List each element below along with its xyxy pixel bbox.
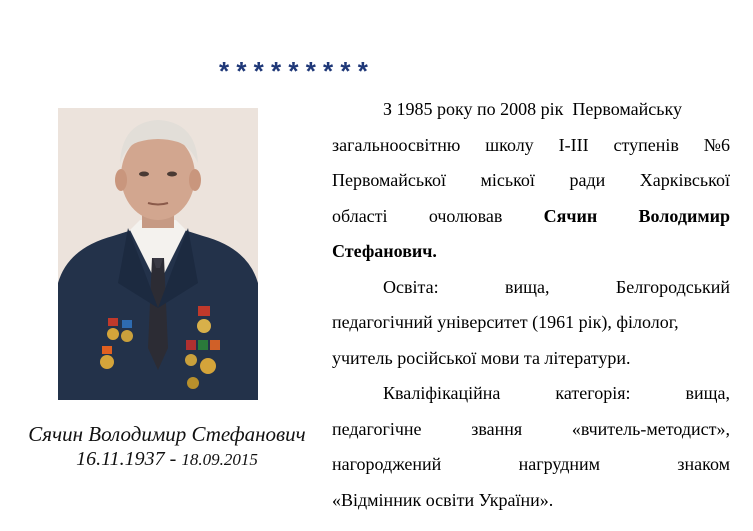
word: вища,: [685, 383, 730, 403]
word: Освіта:: [383, 276, 439, 297]
word: звання: [471, 418, 523, 439]
bio-line: [332, 199, 730, 235]
bio-line: [332, 270, 730, 306]
word: ступенів: [613, 134, 679, 155]
word: ради: [569, 170, 606, 190]
name-bold: Стефанович.: [332, 241, 437, 261]
word: №6: [703, 134, 730, 155]
portrait-photo: [58, 108, 258, 400]
word: області: [332, 205, 388, 226]
bio-p2-line3: учитель російської мови та літератури.: [332, 347, 631, 368]
biography-text: [332, 92, 730, 518]
word: Харківської: [639, 170, 730, 190]
word: вища,: [505, 276, 550, 297]
portrait-caption-name: Сячин Володимир Стефанович: [28, 422, 306, 446]
bio-p2-line2: педагогічний університет (1961 рік), філолог,: [332, 312, 679, 332]
word: очолював: [428, 205, 503, 226]
bio-line: [332, 305, 730, 341]
bio-line: [332, 483, 730, 519]
name-bold: Сячин: [543, 205, 598, 226]
word: І-ІІІ: [558, 134, 589, 155]
word: загальноосвітню: [332, 134, 461, 155]
decorative-stars: * * * * * * * * *: [219, 56, 368, 86]
word: нагороджений: [332, 454, 442, 474]
name-bold: Володимир: [638, 205, 730, 226]
word: Кваліфікаційна: [383, 383, 501, 403]
bio-line: [332, 92, 730, 128]
word: міської: [480, 170, 535, 190]
bio-line: [332, 341, 730, 377]
word: Первомайської: [332, 170, 446, 190]
bio-line: [332, 163, 730, 199]
bio-line: [332, 447, 730, 483]
word: «вчитель-методист»,: [571, 418, 730, 439]
birth-date: 16.11.1937 -: [76, 448, 182, 470]
word: категорія:: [555, 383, 631, 403]
word: школу: [485, 134, 534, 155]
word: Белгородський: [615, 276, 730, 297]
word: нагрудним: [518, 454, 601, 474]
bio-line: [332, 376, 730, 412]
bio-line: [332, 128, 730, 164]
bio-p3-line4: «Відмінник освіти України».: [332, 489, 554, 510]
bio-line: [332, 234, 730, 270]
word: педагогічне: [332, 418, 422, 439]
bio-line: [332, 412, 730, 448]
death-date: 18.09.2015: [181, 450, 258, 469]
word: знаком: [677, 454, 730, 474]
bio-p1-line1: З 1985 року по 2008 рік Первомайську: [383, 99, 682, 119]
portrait-caption-dates: [2, 446, 332, 473]
